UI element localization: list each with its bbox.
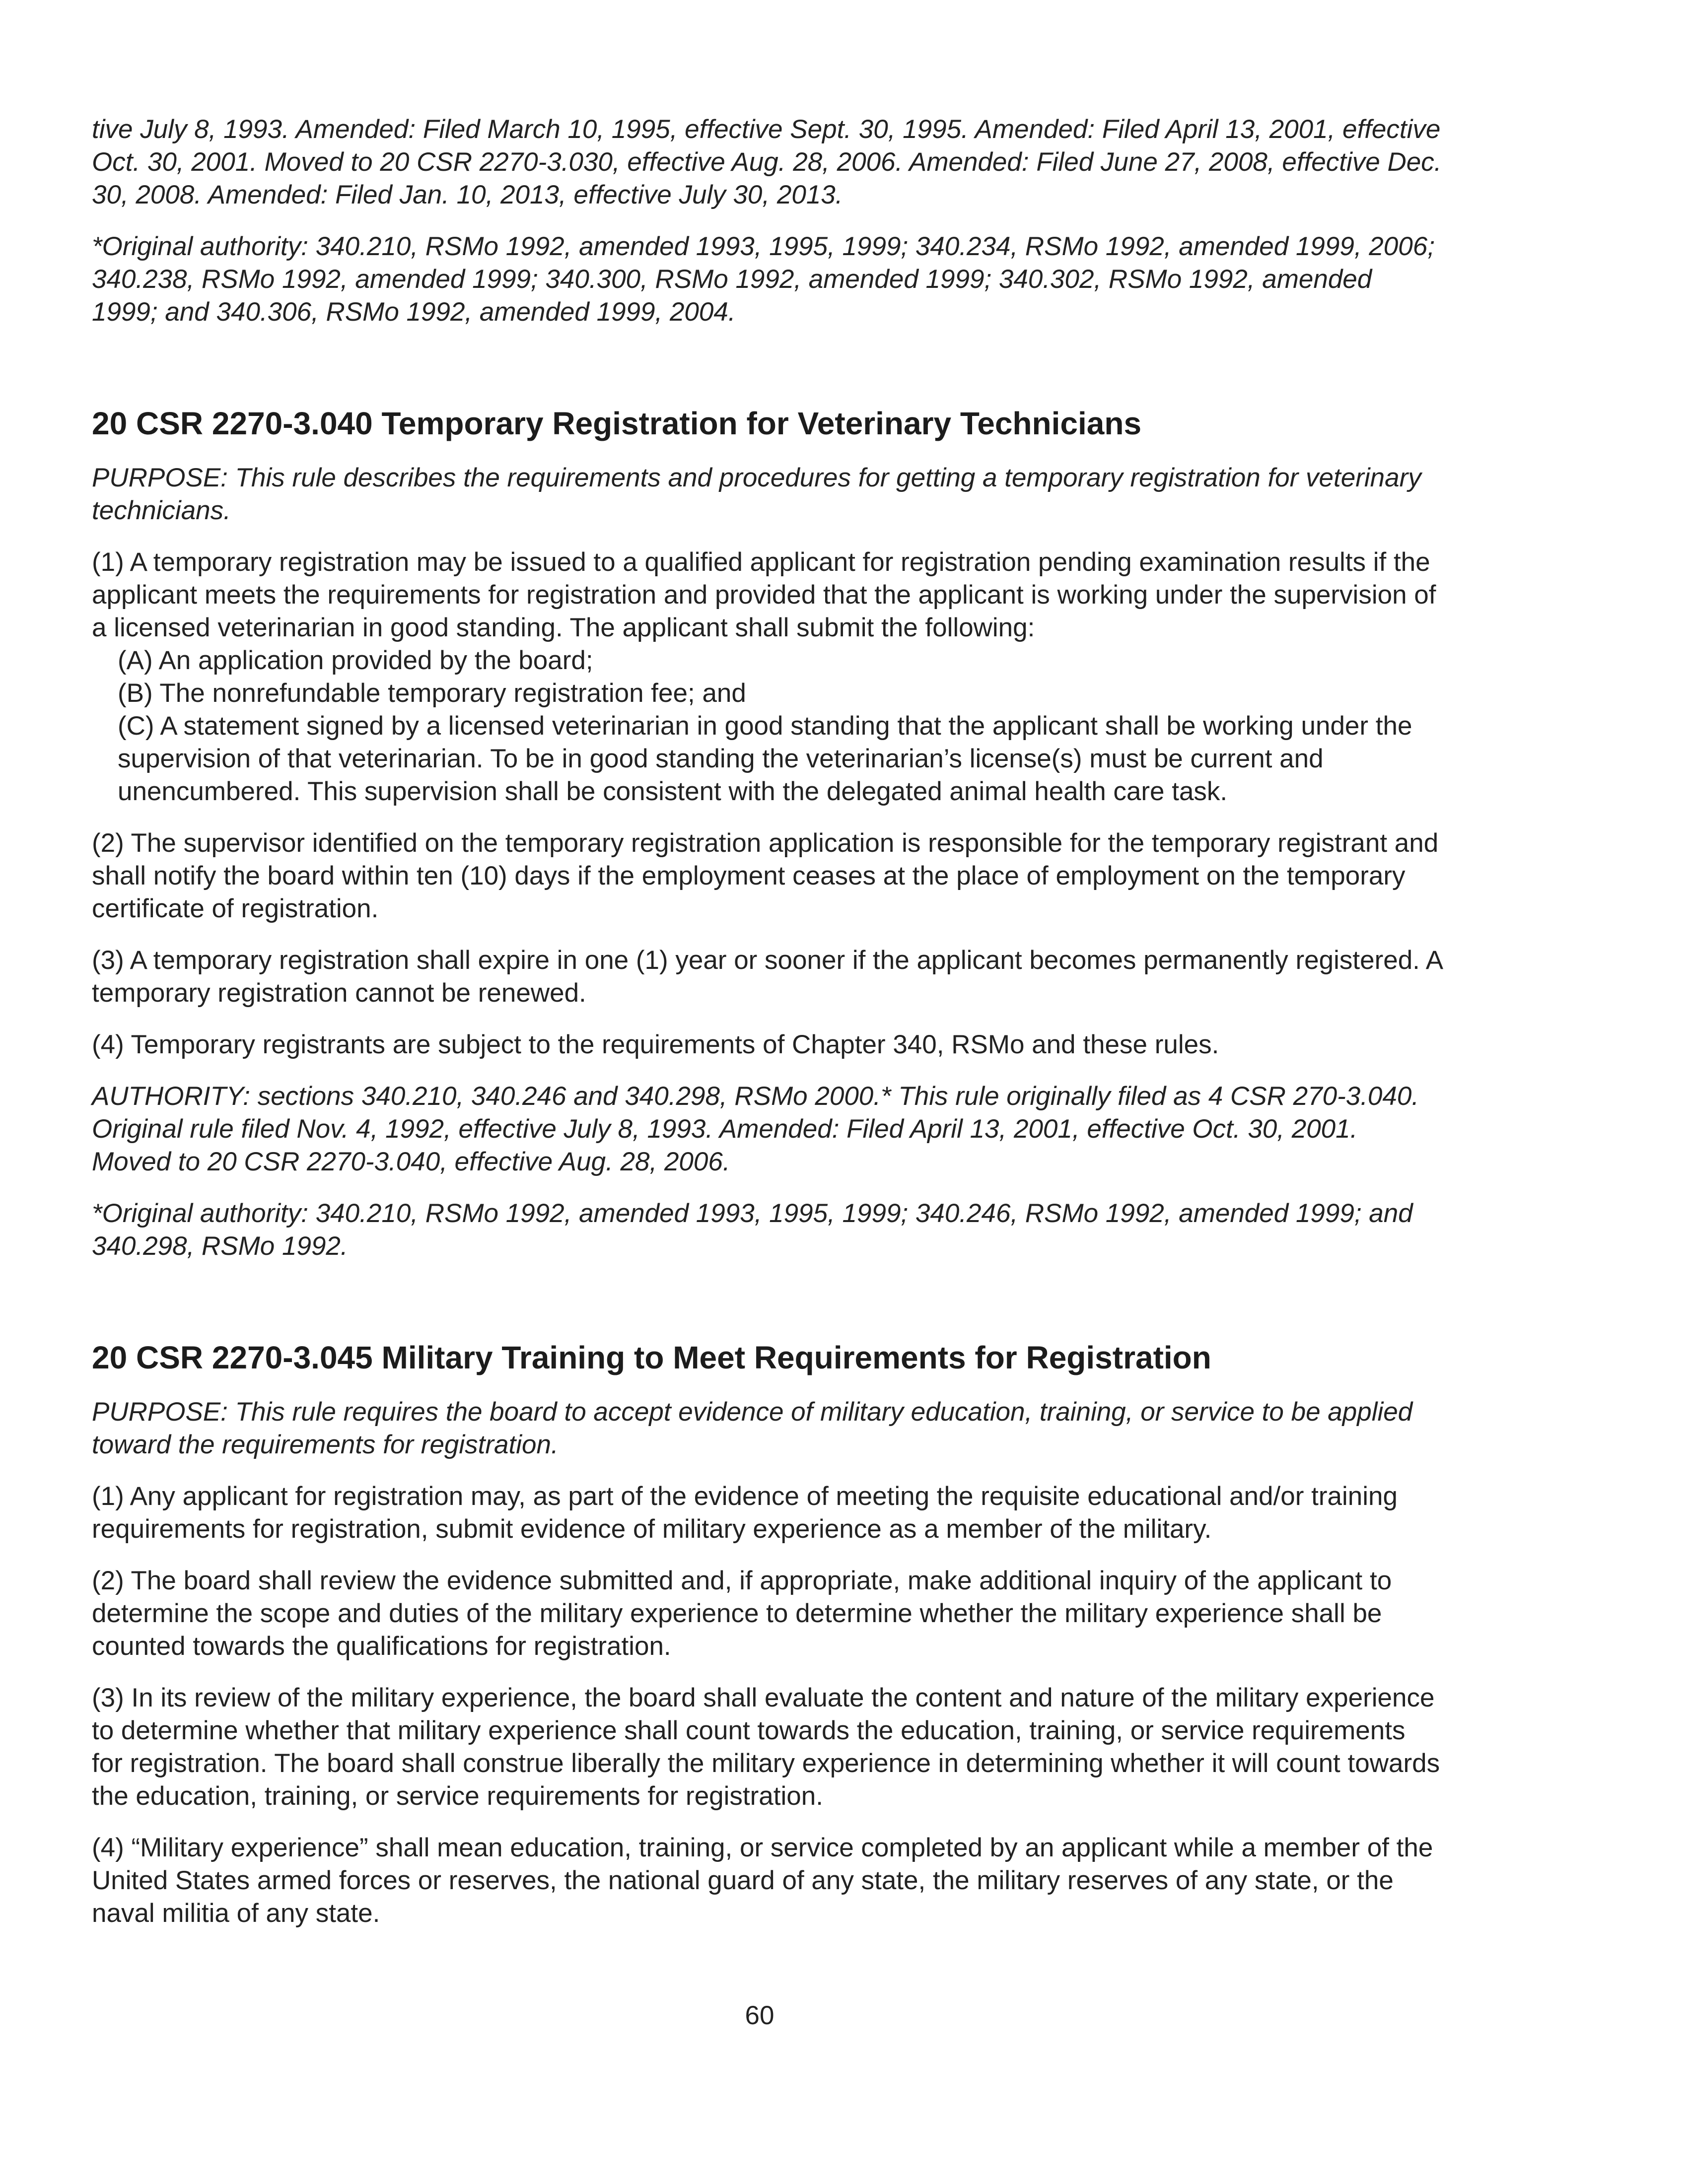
document-page bbox=[92, 113, 1442, 1930]
section-045-paragraph-3: (3) In its review of the military experience, the board shall evaluate the content and nature of the military experience to determine whether that military experience shall count towards the education, training, or service requirements for registration. The board shall construe liberally the military experience in determining whether it will count towards the education, training, or service requirements for registration. bbox=[92, 1683, 1440, 1811]
section-045-paragraph-1: (1) Any applicant for registration may, as part of the evidence of meeting the requisite educational and/or training requirements for registration, submit evidence of military experience as a member of the military. bbox=[92, 1482, 1398, 1544]
section-040-paragraph-1a: (A) An application provided by the board; bbox=[118, 646, 593, 675]
section-040-purpose: PURPOSE: This rule describes the requirements and procedures for getting a temporary registration for veterinary technicians. bbox=[92, 463, 1421, 525]
section-045-purpose: PURPOSE: This rule requires the board to accept evidence of military education, training, or service to be applied toward the requirements for registration. bbox=[92, 1397, 1413, 1459]
section-040-original-authority: *Original authority: 340.210, RSMo 1992, amended 1993, 1995, 1999; 340.246, RSMo 1992, amended 1999; and 340.298, RSMo 1992. bbox=[92, 1199, 1413, 1261]
section-040-paragraph-3: (3) A temporary registration shall expire in one (1) year or sooner if the applicant becomes permanently registered. A temporary registration cannot be renewed. bbox=[92, 946, 1442, 1008]
page-number: 60 bbox=[745, 2001, 774, 2030]
section-045-title: 20 CSR 2270-3.045 Military Training to Meet Requirements for Registration bbox=[92, 1340, 1211, 1375]
section-040-paragraph-4: (4) Temporary registrants are subject to the requirements of Chapter 340, RSMo and these rules. bbox=[92, 1030, 1219, 1059]
section-040-paragraph-2: (2) The supervisor identified on the temporary registration application is responsible for the temporary registrant and shall notify the board within ten (10) days if the employment ceases at the place of employment on the temporary certificate of registration. bbox=[92, 828, 1439, 923]
section-040-paragraph-1b: (B) The nonrefundable temporary registration fee; and bbox=[118, 679, 746, 708]
section-040-title: 20 CSR 2270-3.040 Temporary Registration for Veterinary Technicians bbox=[92, 406, 1142, 441]
section-040-paragraph-1: (1) A temporary registration may be issued to a qualified applicant for registration pending examination results if the applicant meets the requirements for registration and provided that the applicant is working under the supervision of a licensed veterinarian in good standing. The applicant shall submit the following: bbox=[92, 547, 1436, 642]
intro-original-authority: *Original authority: 340.210, RSMo 1992, amended 1993, 1995, 1999; 340.234, RSMo 1992, amended 1999, 2006; 340.238, RSMo 1992, amended 1999; 340.300, RSMo 1992, amended 1999; 340.302, RSMo 1992, amended 1999; and 340.306, RSMo 1992, amended 1999, 2004. bbox=[92, 232, 1435, 327]
section-045-paragraph-4: (4) “Military experience” shall mean education, training, or service completed by an applicant while a member of the United States armed forces or reserves, the national guard of any state, the military reserves of any state, or the naval militia of any state. bbox=[92, 1833, 1433, 1928]
section-040-paragraph-1c: (C) A statement signed by a licensed veterinarian in good standing that the applicant shall be working under the supervision of that veterinarian. To be in good standing the veterinarian’s license(s) must be current and unencumbered. This supervision shall be consistent with the delegated animal health care task. bbox=[118, 711, 1412, 806]
section-045-paragraph-2: (2) The board shall review the evidence submitted and, if appropriate, make additional inquiry of the applicant to determine the scope and duties of the military experience to determine whether the military experience shall be counted towards the qualifications for registration. bbox=[92, 1566, 1392, 1661]
section-040-authority: AUTHORITY: sections 340.210, 340.246 and 340.298, RSMo 2000.* This rule originally filed as 4 CSR 270-3.040. Original rule filed Nov. 4, 1992, effective July 8, 1993. Amended: Filed April 13, 2001, effective Oct. 30, 2001. Moved to 20 CSR 2270-3.040, effective Aug. 28, 2006. bbox=[92, 1082, 1419, 1176]
intro-history: tive July 8, 1993. Amended: Filed March 10, 1995, effective Sept. 30, 1995. Amended: Filed April 13, 2001, effective Oct. 30, 2001. Moved to 20 CSR 2270-3.030, effective Aug. 28, 2006. Amended: Filed June 27, 2008, effective Dec. 30, 2008. Amended: Filed Jan. 10, 2013, effective July 30, 2013. bbox=[92, 115, 1442, 209]
